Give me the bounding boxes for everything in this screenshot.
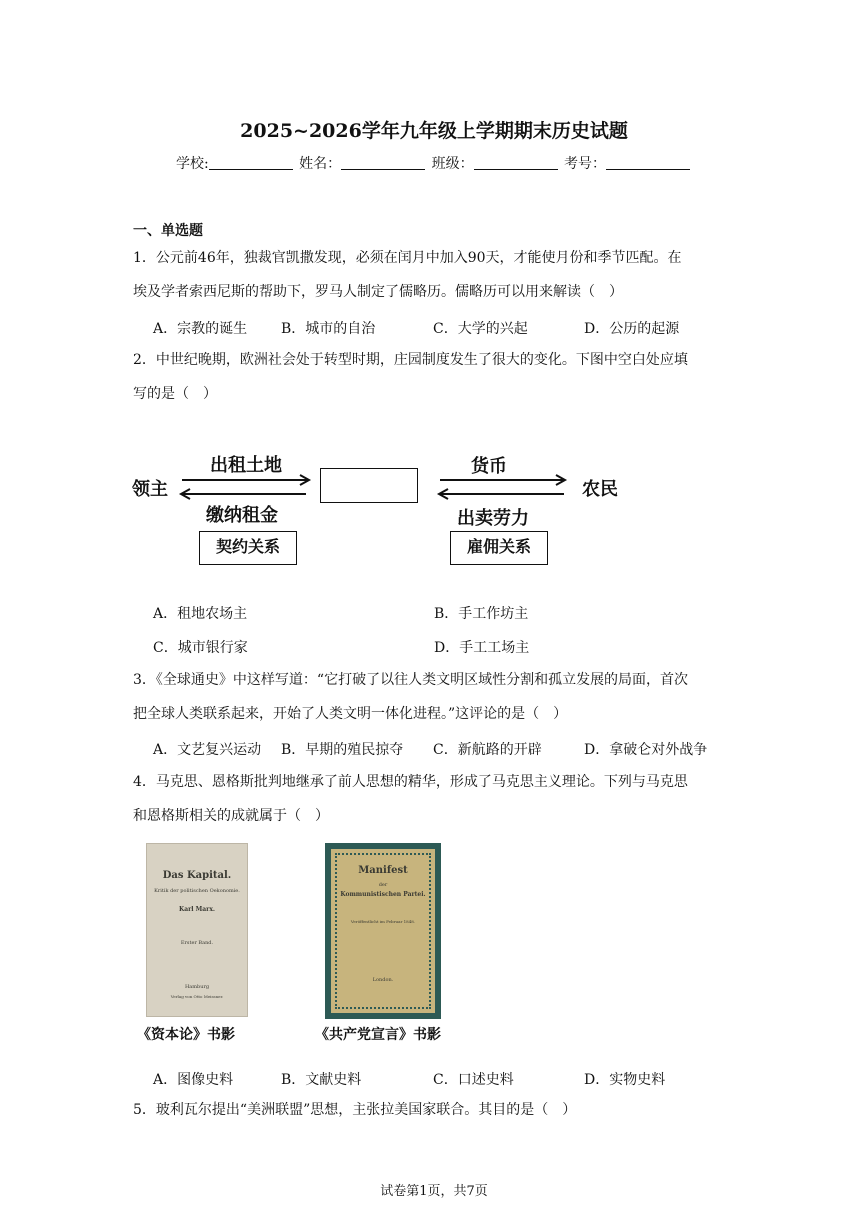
option-2d[interactable]: D．手工工场主 xyxy=(434,640,530,656)
question-4 xyxy=(133,765,737,833)
exam-title: 2025~2026学年九年级上学期期末历史试题 xyxy=(240,120,628,142)
question-1-options xyxy=(153,318,753,342)
option-4d[interactable]: D．实物史料 xyxy=(584,1072,666,1088)
question-3-line-2: 把全球人类联系起来，开始了人类文明一体化进程。”这评论的是（ ） xyxy=(133,706,568,722)
cover1-publisher: Verlag von Otto Meissner. xyxy=(170,994,224,999)
das-kapital-caption: 《资本论》书影 xyxy=(137,1027,235,1043)
number-blank[interactable] xyxy=(606,155,690,170)
cover2-title: Manifest xyxy=(358,865,408,876)
diagram-peasant: 农民 xyxy=(582,479,618,500)
section-title: 一、单选题 xyxy=(133,223,203,239)
question-4-line-1: 4．马克思、恩格斯批判地继承了前人思想的精华，形成了马克思主义理论。下列与马克思 xyxy=(133,774,688,790)
cover2-inner-border xyxy=(335,853,431,1009)
option-1b[interactable]: B．城市的自治 xyxy=(281,321,376,337)
manor-diagram xyxy=(128,448,628,573)
question-3-options xyxy=(153,739,753,763)
communist-manifesto-cover-image xyxy=(325,843,441,1019)
option-1d[interactable]: D．公历的起源 xyxy=(584,321,680,337)
question-5-line-1: 5．玻利瓦尔提出“美洲联盟”思想，主张拉美国家联合。其目的是（ ） xyxy=(133,1102,577,1118)
cover1-city: Hamburg xyxy=(184,984,210,990)
question-2-line-2: 写的是（ ） xyxy=(133,386,217,402)
diagram-employment-box: 雇佣关系 xyxy=(450,531,548,565)
page-footer: 试卷第1页，共7页 xyxy=(380,1184,488,1199)
question-4-line-2: 和恩格斯相关的成就属于（ ） xyxy=(133,808,329,824)
diagram-lord: 领主 xyxy=(132,479,168,500)
option-1c[interactable]: C．大学的兴起 xyxy=(433,321,528,337)
diagram-sell-labor: 出卖劳力 xyxy=(457,508,529,529)
question-4-options xyxy=(153,1069,753,1093)
diagram-contract-box: 契约关系 xyxy=(199,531,297,565)
cover1-title: Das Kapital. xyxy=(162,870,232,881)
cover2-date: Veröffentlicht im Februar 1848. xyxy=(350,919,416,924)
cover2-city: London. xyxy=(372,977,394,983)
option-2c[interactable]: C．城市银行家 xyxy=(153,640,248,656)
diagram-pay-rent: 缴纳租金 xyxy=(206,505,278,526)
info-name-label: 姓名： xyxy=(299,156,342,172)
info-school-label: 学校: xyxy=(175,156,209,172)
das-kapital-cover-image xyxy=(146,843,248,1017)
info-class-label: 班级： xyxy=(431,156,474,172)
option-4c[interactable]: C．口述史料 xyxy=(433,1072,514,1088)
communist-manifesto-caption: 《共产党宣言》书影 xyxy=(315,1027,441,1043)
option-3d[interactable]: D．拿破仑对外战争 xyxy=(584,742,708,758)
cover1-subtitle: Kritik der politischen Oekonomie. xyxy=(154,888,240,894)
option-3c[interactable]: C．新航路的开辟 xyxy=(433,742,542,758)
option-4b[interactable]: B．文献史料 xyxy=(281,1072,362,1088)
question-2 xyxy=(133,343,737,411)
question-1-line-2: 埃及学者索西尼斯的帮助下，罗马人制定了儒略历。儒略历可以用来解读（ ） xyxy=(133,284,623,300)
question-2-line-1: 2．中世纪晚期，欧洲社会处于转型时期，庄园制度发生了很大的变化。下图中空白处应填 xyxy=(133,352,688,368)
option-3a[interactable]: A．文艺复兴运动 xyxy=(153,742,262,758)
cover1-author: Karl Marx. xyxy=(179,906,215,913)
question-5 xyxy=(133,1093,737,1127)
option-3b[interactable]: B．早期的殖民掠夺 xyxy=(281,742,404,758)
question-1 xyxy=(133,241,737,309)
question-3-line-1: 3．《全球通史》中这样写道：“它打破了以往人类文明区域性分割和孤立发展的局面，首次 xyxy=(133,672,689,688)
cover2-party: Kommunistischen Partei. xyxy=(340,891,426,898)
student-info-line xyxy=(0,153,868,173)
option-2a[interactable]: A．租地农场主 xyxy=(153,606,248,622)
diagram-arrows xyxy=(128,448,628,528)
diagram-rent-land: 出租土地 xyxy=(210,455,282,476)
option-4a[interactable]: A．图像史料 xyxy=(153,1072,234,1088)
question-3 xyxy=(133,663,737,731)
school-blank[interactable] xyxy=(209,155,293,170)
name-blank[interactable] xyxy=(341,155,425,170)
option-2b[interactable]: B．手工作坊主 xyxy=(434,606,529,622)
option-1a[interactable]: A．宗教的诞生 xyxy=(153,321,248,337)
question-1-line-1: 1．公元前46年，独裁官凯撒发现，必须在闰月中加入90天，才能使月份和季节匹配。在 xyxy=(133,250,682,266)
cover1-volume: Erster Band. xyxy=(180,940,214,946)
cover2-der: der xyxy=(378,882,388,888)
class-blank[interactable] xyxy=(474,155,558,170)
diagram-money: 货币 xyxy=(471,456,507,477)
info-number-label: 考号： xyxy=(564,156,607,172)
